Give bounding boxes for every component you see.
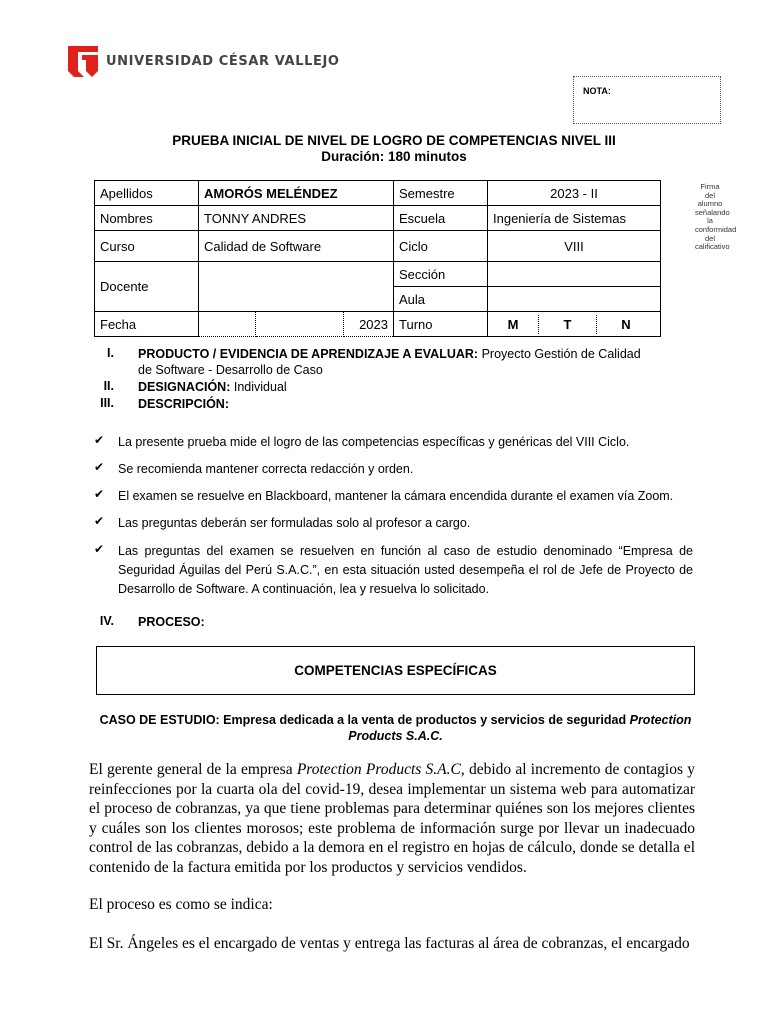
case-study-company: Protection Products S.A.C. [348,713,692,743]
fecha-day[interactable] [199,312,256,337]
bullet-text: Se recomienda mantener correcta redacción y orden. [118,462,414,476]
checkmark-icon: ✔ [94,487,105,501]
grade-label: NOTA: [583,86,611,96]
section-3-number: III. [100,396,114,410]
exam-title: PRUEBA INICIAL DE NIVEL DE LOGRO DE COMPETENCIAS NIVEL III [172,133,616,148]
value-apellidos: AMORÓS MELÉNDEZ [199,181,394,206]
p1-company: Protection Products S.A.C [296,761,461,778]
case-study-title [96,712,695,744]
p1-rest: , debido al incremento de contagios y reinfecciones por la cuarta ola del covid-19, desea implementar un sistema web para automatizar el proceso de cobranzas, ya que tiene problemas para determinar quiénes son los mejores clientes y cuáles son los clientes morosos; este problema de información surge por llevar un inadecuado control de las cobranzas, debido a la demora en el registro en hojas de cálculo, donde se detalla el contenido de la factura emitida por los productos y servicios vendidos. [89,761,695,876]
case-study-prefix: CASO DE ESTUDIO: Empresa dedicada a la venta de productos y servicios de seguridad [99,713,627,727]
section-1-label: PRODUCTO / EVIDENCIA DE APRENDIZAJE A EVALUAR: [138,347,479,361]
checkmark-icon: ✔ [94,514,105,528]
competencias-header: COMPETENCIAS ESPECÍFICAS [96,646,695,695]
case-paragraph-3: El Sr. Ángeles es el encargado de ventas y entrega las facturas al área de cobranzas, el encargado [89,935,690,952]
section-4-number: IV. [99,614,114,628]
label-semestre: Semestre [394,181,488,206]
section-2-number: II. [103,379,114,393]
value-seccion[interactable] [488,262,661,287]
case-paragraph-2: El proceso es como se indica: [89,896,273,913]
exam-duration: Duración: 180 minutos [321,149,467,164]
value-aula[interactable] [488,287,661,312]
section-1-number: I. [107,346,114,360]
label-nombres: Nombres [95,206,199,231]
label-turno: Turno [394,312,488,337]
label-seccion: Sección [394,262,488,287]
grade-box [573,76,721,124]
label-apellidos: Apellidos [95,181,199,206]
turno-n[interactable]: N [621,316,631,332]
signature-note: Firma del alumno señalando la conformidad del calificativo [695,182,737,252]
bullet-text: Las preguntas deberán ser formuladas solo al profesor a cargo. [118,516,471,530]
value-docente[interactable] [199,262,394,312]
bullet-text: La presente prueba mide el logro de las competencias específicas y genéricas del VIII Ciclo. [118,435,630,449]
bullet-text: El examen se resuelve en Blackboard, mantener la cámara encendida durante el examen vía Zoom. [118,489,674,503]
p1-start: El gerente general de la empresa [89,761,293,778]
section-4-label: PROCESO: [138,615,205,629]
label-ciclo: Ciclo [394,231,488,262]
checkmark-icon: ✔ [94,460,105,474]
bullet-text: Las preguntas del examen se resuelven en función al caso de estudio denominado “Empresa de Seguridad Águilas del Perú S.A.C.”, en esta situación usted desempeña el rol de Jefe de Proyecto de Desarrollo de Software. A continuación, lea y resuelva lo solicitado. [118,544,693,596]
case-paragraph-1 [89,760,695,877]
fecha-month[interactable] [256,312,344,337]
label-docente: Docente [95,262,199,312]
value-ciclo: VIII [488,231,661,262]
section-3-label: DESCRIPCIÓN: [138,397,229,411]
value-escuela: Ingeniería de Sistemas [488,206,661,231]
label-fecha: Fecha [95,312,199,337]
checkmark-icon: ✔ [94,433,105,447]
turno-m[interactable]: M [507,316,519,332]
label-curso: Curso [95,231,199,262]
section-2-value: Individual [233,380,287,394]
value-curso: Calidad de Software [199,231,394,262]
section-1-value: Proyecto Gestión de Calidad de Software - Desarrollo de Caso [138,347,641,377]
label-aula: Aula [394,287,488,312]
fecha-year: 2023 [344,312,394,337]
student-info-table [94,180,661,337]
value-semestre: 2023 - II [488,181,661,206]
value-nombres: TONNY ANDRES [199,206,394,231]
university-name: UNIVERSIDAD CÉSAR VALLEJO [106,53,340,69]
university-logo [68,44,340,78]
turno-t[interactable]: T [538,315,597,334]
university-shield-icon [68,44,98,78]
section-2-label: DESIGNACIÓN: [138,380,231,394]
checkmark-icon: ✔ [94,542,105,556]
label-escuela: Escuela [394,206,488,231]
